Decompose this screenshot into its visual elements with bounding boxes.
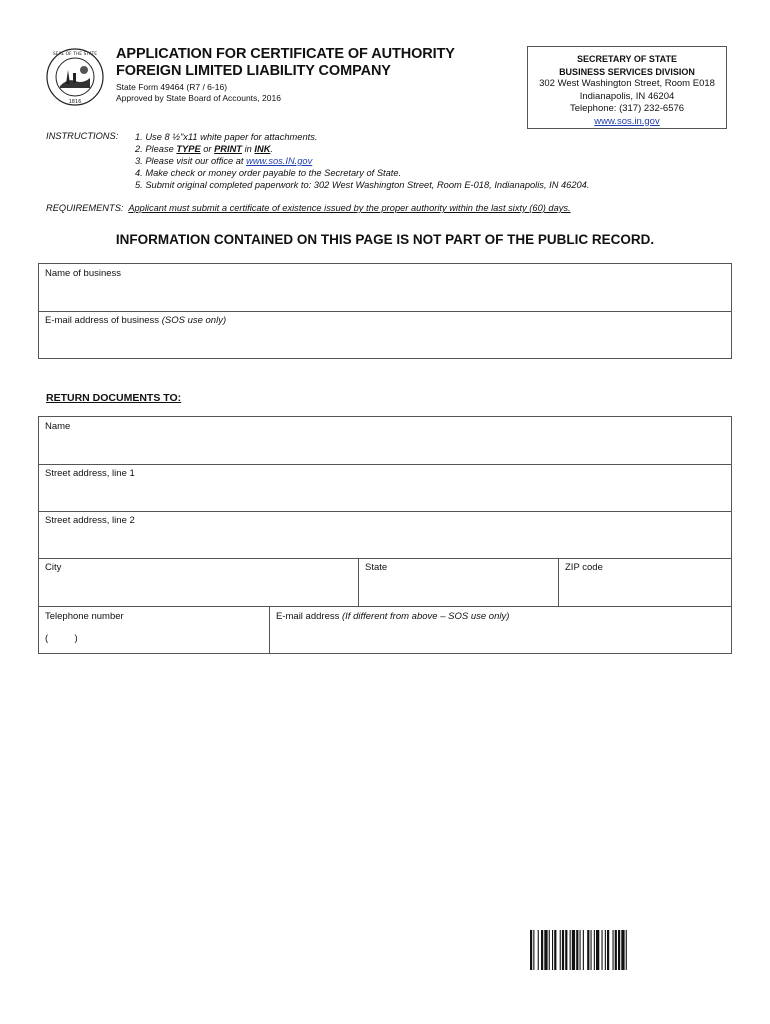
barcode-bar: [541, 930, 543, 970]
sos-line-5: Telephone: (317) 232-6576: [569, 103, 685, 114]
barcode-bar: [602, 930, 603, 970]
requirements: [46, 203, 571, 213]
street-line-1-label: Street address, line 1: [45, 468, 135, 479]
barcode-bar: [562, 930, 564, 970]
requirements-label: REQUIREMENTS:: [46, 203, 124, 213]
business-email-note: (SOS use only): [161, 315, 227, 326]
return-email-label: E-mail address: [276, 611, 342, 622]
barcode-bar: [576, 930, 578, 970]
barcode-bar: [572, 930, 575, 970]
barcode-bar: [554, 930, 556, 970]
sos-address-box: [527, 46, 727, 129]
street-line-1-field[interactable]: [39, 464, 731, 512]
state-field[interactable]: [359, 558, 559, 607]
barcode-bar: [605, 930, 606, 970]
approved-text: Approved by State Board of Accounts, 2016: [116, 93, 281, 103]
business-name-field[interactable]: [39, 264, 731, 312]
form-number: State Form 49464 (R7 / 6-16): [116, 82, 228, 92]
sos-line-2: BUSINESS SERVICES DIVISION: [559, 66, 695, 77]
instruction-3: 3. Please visit our office at www.sos.IN.gov: [135, 156, 313, 166]
barcode-bar: [533, 930, 534, 970]
business-email-label: E-mail address of business: [45, 315, 162, 326]
barcode-bar: [587, 930, 589, 970]
svg-text:1816: 1816: [68, 99, 82, 105]
zip-field[interactable]: [559, 558, 731, 607]
barcode-bar: [538, 930, 539, 970]
barcode-bar: [596, 930, 599, 970]
business-email-field[interactable]: [39, 311, 731, 358]
instruction-2: 2. Please TYPE or PRINT in INK.: [135, 144, 274, 154]
sos-website-link[interactable]: www.sos.in.gov: [594, 115, 660, 127]
business-info-box: [38, 263, 732, 359]
barcode-bar: [621, 930, 624, 970]
barcode-bar: [591, 930, 592, 970]
svg-text:SEAL OF THE STATE: SEAL OF THE STATE: [52, 52, 98, 57]
barcode-bar: [583, 930, 584, 970]
barcode-icon: [530, 930, 710, 970]
telephone-field[interactable]: [39, 607, 270, 653]
instructions-list: [135, 131, 589, 191]
requirements-text: Applicant must submit a certificate of existence issued by the proper authority within the last sixty (60) days.: [128, 203, 571, 213]
barcode-bar: [580, 930, 581, 970]
barcode-bar: [552, 930, 553, 970]
form-info: [116, 82, 281, 104]
barcode-bar: [607, 930, 609, 970]
form-title: [116, 46, 455, 80]
sos-line-4: Indianapolis, IN 46204: [579, 90, 675, 102]
barcode-bar: [530, 930, 532, 970]
instruction-4: 4. Make check or money order payable to the Secretary of State.: [135, 168, 402, 178]
sos-line-3: 302 West Washington Street, Room E018: [539, 78, 715, 89]
indiana-state-seal-icon: [46, 48, 104, 106]
barcode-bar: [626, 930, 627, 970]
city-field[interactable]: [39, 558, 359, 607]
return-email-note: (If different from above – SOS use only): [342, 611, 510, 622]
state-label: State: [365, 562, 388, 573]
return-name-field[interactable]: [39, 417, 731, 465]
barcode-bar: [613, 930, 614, 970]
zip-label: ZIP code: [565, 562, 603, 573]
barcode-bar: [594, 930, 595, 970]
return-name-label: Name: [45, 421, 71, 432]
title-line-2: FOREIGN LIMITED LIABILITY COMPANY: [116, 63, 391, 79]
public-record-notice: INFORMATION CONTAINED ON THIS PAGE IS NOT PART OF THE PUBLIC RECORD.: [115, 232, 655, 247]
barcode-bar: [618, 930, 620, 970]
title-line-1: APPLICATION FOR CERTIFICATE OF AUTHORITY: [116, 46, 455, 62]
barcode-bar: [615, 930, 617, 970]
street-line-2-label: Street address, line 2: [45, 515, 135, 526]
sos-link[interactable]: www.sos.IN.gov: [246, 156, 313, 166]
barcode-bar: [570, 930, 571, 970]
return-email-field[interactable]: [270, 607, 731, 653]
barcode-bar: [560, 930, 561, 970]
business-name-label: Name of business: [45, 268, 122, 279]
street-line-2-field[interactable]: [39, 511, 731, 559]
barcode-bar: [549, 930, 550, 970]
telephone-area-code: ( ): [45, 633, 78, 644]
sos-line-1: SECRETARY OF STATE: [576, 54, 677, 64]
instruction-5: 5. Submit original completed paperwork to: 302 West Washington Street, Room E-018, Indianapolis, IN 46204.: [135, 180, 590, 190]
return-documents-box: [38, 416, 732, 654]
return-documents-heading: RETURN DOCUMENTS TO:: [46, 392, 182, 404]
barcode-bar: [565, 930, 567, 970]
barcode-bar: [544, 930, 547, 970]
instructions-label: INSTRUCTIONS:: [46, 131, 119, 141]
telephone-label: Telephone number: [45, 611, 124, 622]
instruction-1: 1. Use 8 ½"x11 white paper for attachments.: [135, 132, 318, 142]
city-label: City: [45, 562, 62, 573]
